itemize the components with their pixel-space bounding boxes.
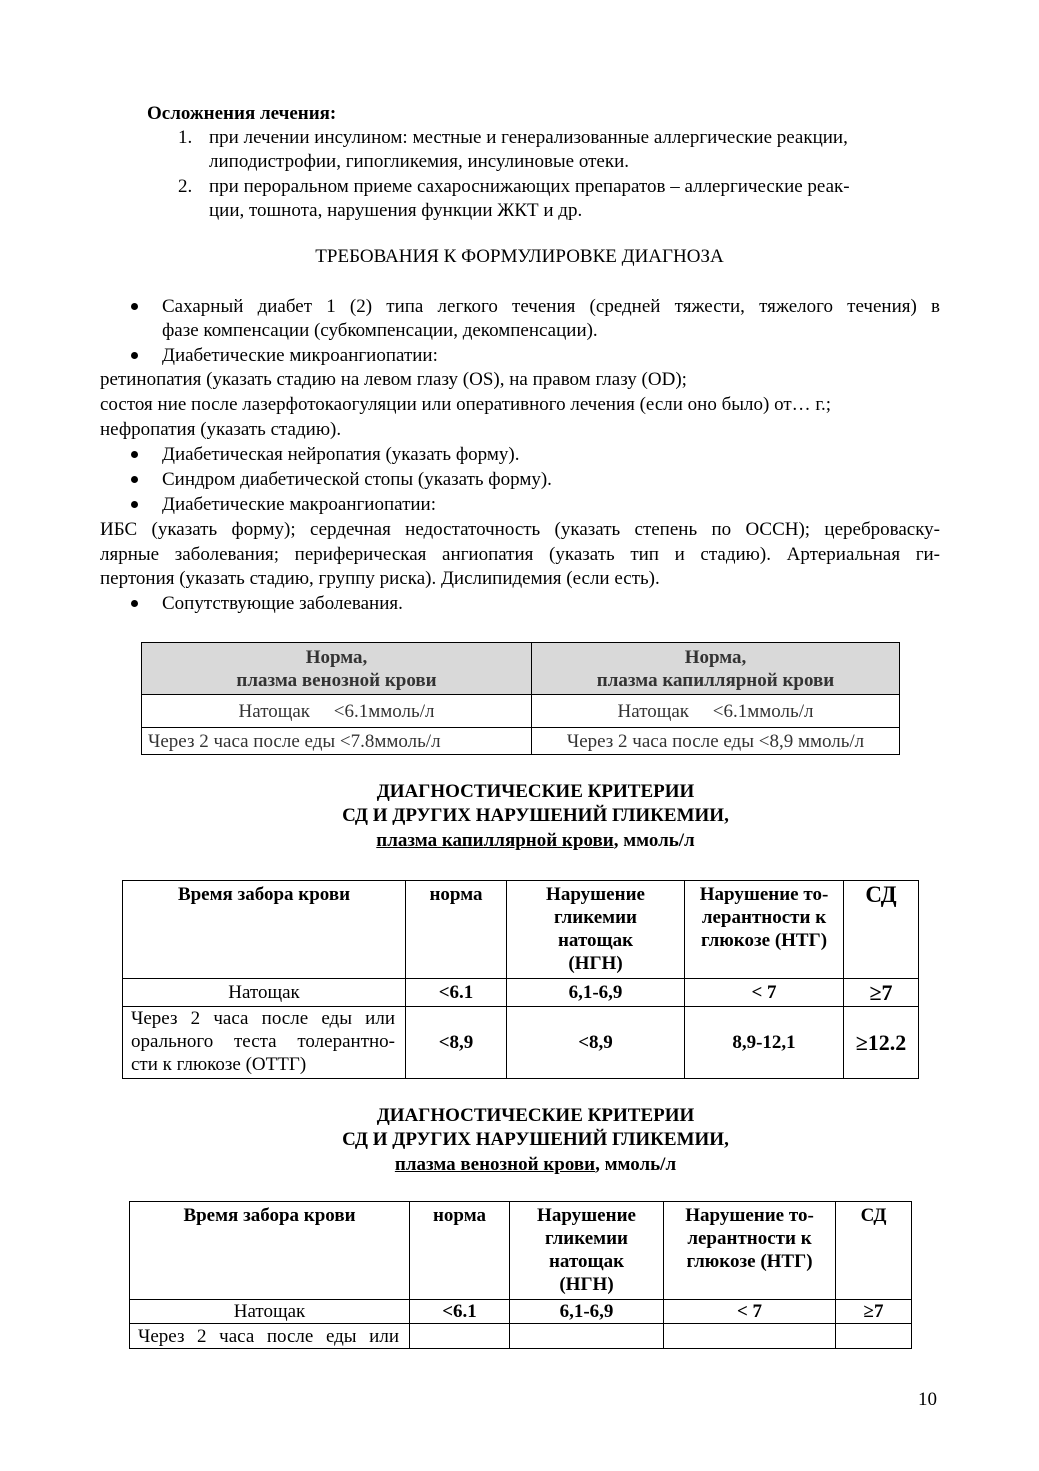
req-bullet-1-line2: фазе компенсации (субкомпенсации, декомпенсации). <box>162 320 598 341</box>
capillary-title-1: ДИАГНОСТИЧЕСКИЕ КРИТЕРИИ <box>376 781 695 802</box>
req-para-1: ретинопатия (указать стадию на левом глазу (OS), на правом глазу (OD); <box>100 369 687 390</box>
header-ngn: Нарушение гликемии натощак (НГН) <box>507 881 685 979</box>
venous-criteria-table <box>129 1201 912 1349</box>
bullet-icon <box>131 476 138 483</box>
cell-empty <box>664 1324 836 1349</box>
complication-1-line1: при лечении инсулином: местные и генерализованные аллергические реакции, <box>209 127 848 148</box>
req-para-3: нефропатия (указать стадию). <box>100 419 342 440</box>
capillary-title-2: СД И ДРУГИХ НАРУШЕНИЙ ГЛИКЕМИИ, <box>342 805 729 826</box>
venous-title-1: ДИАГНОСТИЧЕСКИЕ КРИТЕРИИ <box>376 1105 695 1126</box>
cell-ngn: <8,9 <box>507 1007 685 1079</box>
req-bullet-3: Диабетическая нейропатия (указать форму). <box>162 444 520 465</box>
cell-ngn: 6,1-6,9 <box>510 1300 664 1324</box>
req-para-5: лярные заболевания; периферическая ангиопатия (указать тип и стадию). Артериальная ги- <box>100 544 940 565</box>
cell-sd: ≥12.2 <box>844 1007 919 1079</box>
bullet-icon <box>131 303 138 310</box>
req-para-6: пертония (указать стадию, группу риска). Дислипидемия (если есть). <box>100 568 660 589</box>
cell-empty <box>410 1324 510 1349</box>
cell-ntg: 8,9-12,1 <box>685 1007 844 1079</box>
req-bullet-4: Синдром диабетической стопы (указать форму). <box>162 469 552 490</box>
req-bullet-2: Диабетические микроангиопатии: <box>162 345 438 366</box>
complication-2-line1: при пероральном приеме сахароснижающих препаратов – аллергические реак- <box>209 176 850 197</box>
venous-title-2: СД И ДРУГИХ НАРУШЕНИЙ ГЛИКЕМИИ, <box>342 1129 729 1150</box>
norm-table <box>141 642 900 755</box>
complications-heading: Осложнения лечения: <box>147 103 337 124</box>
header-time: Время забора крови <box>130 1202 410 1300</box>
complication-1-line2: липодистрофии, гипогликемия, инсулиновые отеки. <box>209 151 630 172</box>
header-ngn: Нарушение гликемии натощак (НГН) <box>510 1202 664 1300</box>
header-time: Время забора крови <box>123 881 406 979</box>
cell-empty <box>836 1324 912 1349</box>
cell-norm: <6.1 <box>406 979 507 1007</box>
req-bullet-6: Сопутствующие заболевания. <box>162 593 403 614</box>
capillary-title-3: плазма капиллярной крови, ммоль/л <box>376 830 695 851</box>
req-bullet-5: Диабетические макроангиопатии: <box>162 494 437 515</box>
capillary-criteria-table <box>122 880 919 1079</box>
cell-ntg: < 7 <box>685 979 844 1007</box>
cell-time: Через 2 часа после еды или <box>130 1324 410 1349</box>
req-para-2: состоя ние после лазерфотокаогуляции или оперативного лечения (если оно было) от… г.; <box>100 394 832 415</box>
cell-ngn: 6,1-6,9 <box>507 979 685 1007</box>
venous-title-3: плазма венозной крови, ммоль/л <box>394 1154 677 1175</box>
header-sd: СД <box>836 1202 912 1300</box>
norm-cell: Натощак <6.1ммоль/л <box>532 695 900 728</box>
header-sd: СД <box>844 881 919 979</box>
req-para-4: ИБС (указать форму); сердечная недостаточность (указать степень по ОССН); цереброваску- <box>100 519 940 540</box>
cell-empty <box>510 1324 664 1349</box>
complication-num-1: 1. <box>178 127 193 148</box>
bullet-icon <box>131 451 138 458</box>
bullet-icon <box>131 501 138 508</box>
norm-cell: Через 2 часа после еды <8,9 ммоль/л <box>532 728 900 755</box>
norm-header-capillary: Норма, плазма капиллярной крови <box>532 643 900 695</box>
norm-header-venous: Норма, плазма венозной крови <box>142 643 532 695</box>
cell-time: Натощак <box>123 979 406 1007</box>
header-ntg: Нарушение то- лерантности к глюкозе (НТГ) <box>664 1202 836 1300</box>
norm-cell: Натощак <6.1ммоль/л <box>142 695 532 728</box>
header-norm: норма <box>406 881 507 979</box>
cell-norm: <8,9 <box>406 1007 507 1079</box>
cell-ntg: < 7 <box>664 1300 836 1324</box>
cell-sd: ≥7 <box>836 1300 912 1324</box>
cell-time: Через 2 часа после еды или орального теста толерантно- сти к глюкозе (ОТТГ) <box>123 1007 406 1079</box>
cell-time: Натощак <box>130 1300 410 1324</box>
bullet-icon <box>131 352 138 359</box>
cell-norm: <6.1 <box>410 1300 510 1324</box>
requirements-title: ТРЕБОВАНИЯ К ФОРМУЛИРОВКЕ ДИАГНОЗА <box>315 246 724 267</box>
complication-num-2: 2. <box>178 176 193 197</box>
cell-sd: ≥7 <box>844 979 919 1007</box>
header-ntg: Нарушение то- лерантности к глюкозе (НТГ) <box>685 881 844 979</box>
page-number: 10 <box>918 1389 937 1410</box>
bullet-icon <box>131 600 138 607</box>
req-bullet-1-line1: Сахарный диабет 1 (2) типа легкого течения (средней тяжести, тяжелого течения) в <box>162 296 940 317</box>
header-norm: норма <box>410 1202 510 1300</box>
norm-cell: Через 2 часа после еды <7.8ммоль/л <box>142 728 532 755</box>
complication-2-line2: ции, тошнота, нарушения функции ЖКТ и др. <box>209 200 583 221</box>
